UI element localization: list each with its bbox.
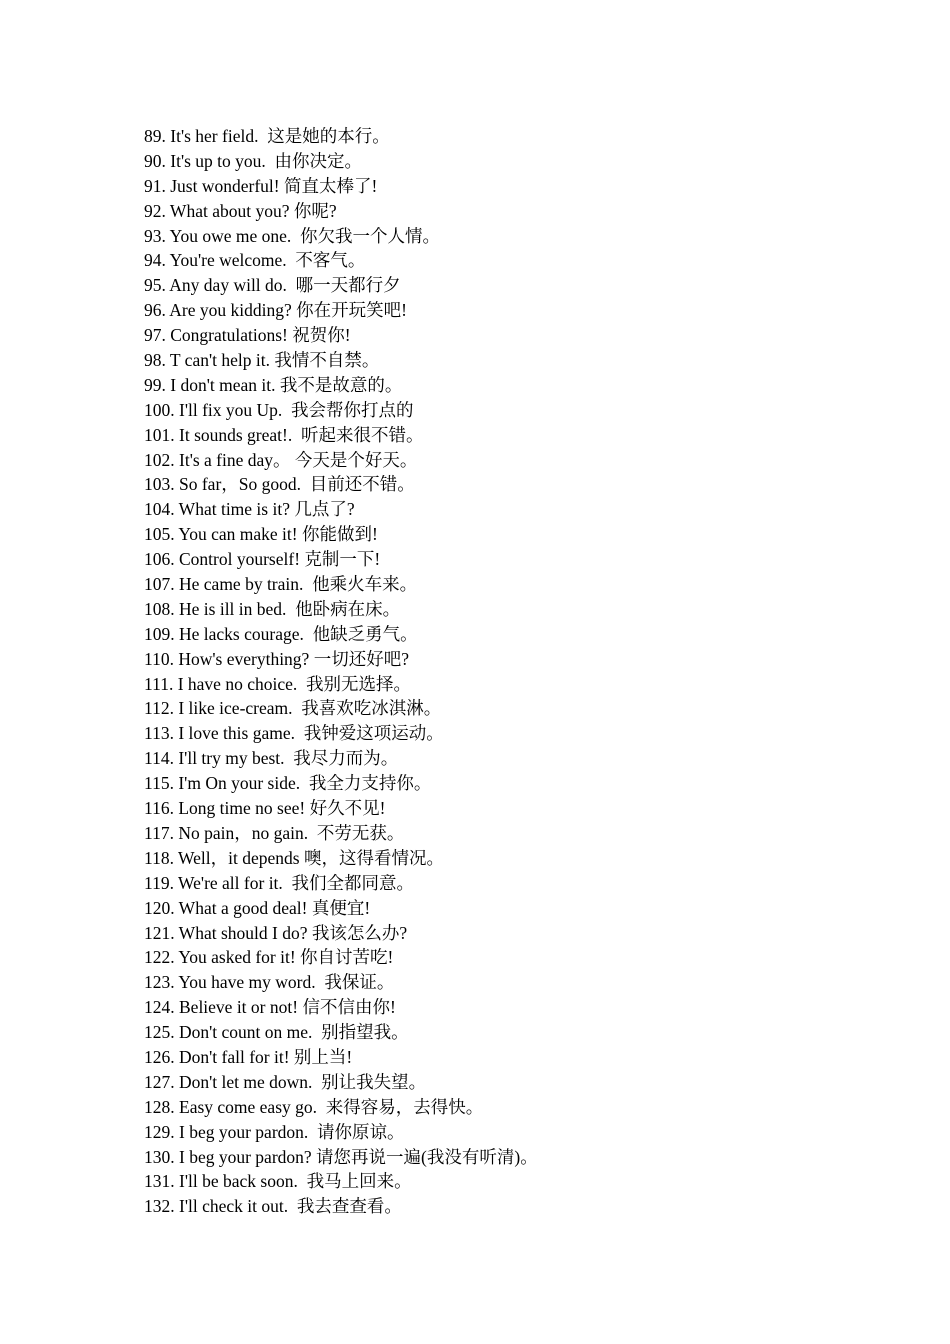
list-item: 112. I like ice-cream. 我喜欢吃冰淇淋。 <box>144 698 442 719</box>
list-item: 123. You have my word. 我保证。 <box>144 972 395 993</box>
list-item: 99. I don't mean it. 我不是故意的。 <box>144 374 403 395</box>
list-item: 105. You can make it! 你能做到! <box>144 524 378 545</box>
phrase-list <box>144 124 538 1219</box>
list-item: 96. Are you kidding? 你在开玩笑吧! <box>144 300 407 321</box>
list-item: 132. I'll check it out. 我去查查看。 <box>144 1196 402 1217</box>
list-item: 113. I love this game. 我钟爱这项运动。 <box>144 723 444 744</box>
list-item: 100. I'll fix you Up. 我会帮你打点的 <box>144 399 414 420</box>
list-item: 126. Don't fall for it! 别上当! <box>144 1046 353 1067</box>
list-item: 114. I'll try my best. 我尽力而为。 <box>144 748 399 769</box>
list-item: 131. I'll be back soon. 我马上回来。 <box>144 1171 412 1192</box>
list-item: 94. You're welcome. 不客气。 <box>144 250 366 271</box>
list-item: 118. Well，it depends 噢，这得看情况。 <box>144 847 444 868</box>
list-item: 116. Long time no see! 好久不见! <box>144 798 386 819</box>
list-item: 124. Believe it or not! 信不信由你! <box>144 997 396 1018</box>
list-item: 91. Just wonderful! 简直太棒了! <box>144 175 378 196</box>
list-item: 104. What time is it? 几点了? <box>144 499 355 520</box>
list-item: 106. Control yourself! 克制一下! <box>144 549 381 570</box>
list-item: 111. I have no choice. 我别无选择。 <box>144 673 411 694</box>
list-item: 127. Don't let me down. 别让我失望。 <box>144 1071 427 1092</box>
list-item: 98. T can't help it. 我情不自禁。 <box>144 350 380 371</box>
list-item: 93. You owe me one. 你欠我一个人情。 <box>144 225 441 246</box>
list-item: 89. It's her field. 这是她的本行。 <box>144 126 390 146</box>
list-item: 128. Easy come easy go. 来得容易，去得快。 <box>144 1096 484 1117</box>
list-item: 120. What a good deal! 真便宜! <box>144 897 371 918</box>
list-item: 95. Any day will do. 哪一天都行夕 <box>144 275 401 296</box>
list-item: 130. I beg your pardon? 请您再说一遍(我没有听清)。 <box>144 1146 538 1167</box>
list-item: 117. No pain，no gain. 不劳无获。 <box>144 822 405 843</box>
list-item: 97. Congratulations! 祝贺你! <box>144 325 351 346</box>
list-item: 115. I'm On your side. 我全力支持你。 <box>144 773 432 794</box>
list-item: 110. How's everything? 一切还好吧? <box>144 648 409 669</box>
list-item: 103. So far，So good. 目前还不错。 <box>144 474 415 495</box>
list-item: 129. I beg your pardon. 请你原谅。 <box>144 1121 405 1142</box>
list-item: 107. He came by train. 他乘火车来。 <box>144 574 418 595</box>
list-item: 108. He is ill in bed. 他卧病在床。 <box>144 598 401 619</box>
list-item: 102. It's a fine day。 今天是个好天。 <box>144 449 418 470</box>
list-item: 121. What should I do? 我该怎么办? <box>144 922 408 943</box>
list-item: 109. He lacks courage. 他缺乏勇气。 <box>144 623 418 644</box>
list-item: 125. Don't count on me. 别指望我。 <box>144 1022 409 1043</box>
list-item: 101. It sounds great!. 听起来很不错。 <box>144 424 424 445</box>
list-item: 122. You asked for it! 你自讨苦吃! <box>144 947 394 968</box>
list-item: 92. What about you? 你呢? <box>144 200 337 221</box>
list-item: 119. We're all for it. 我们全都同意。 <box>144 872 415 893</box>
list-item: 90. It's up to you. 由你决定。 <box>144 150 363 171</box>
